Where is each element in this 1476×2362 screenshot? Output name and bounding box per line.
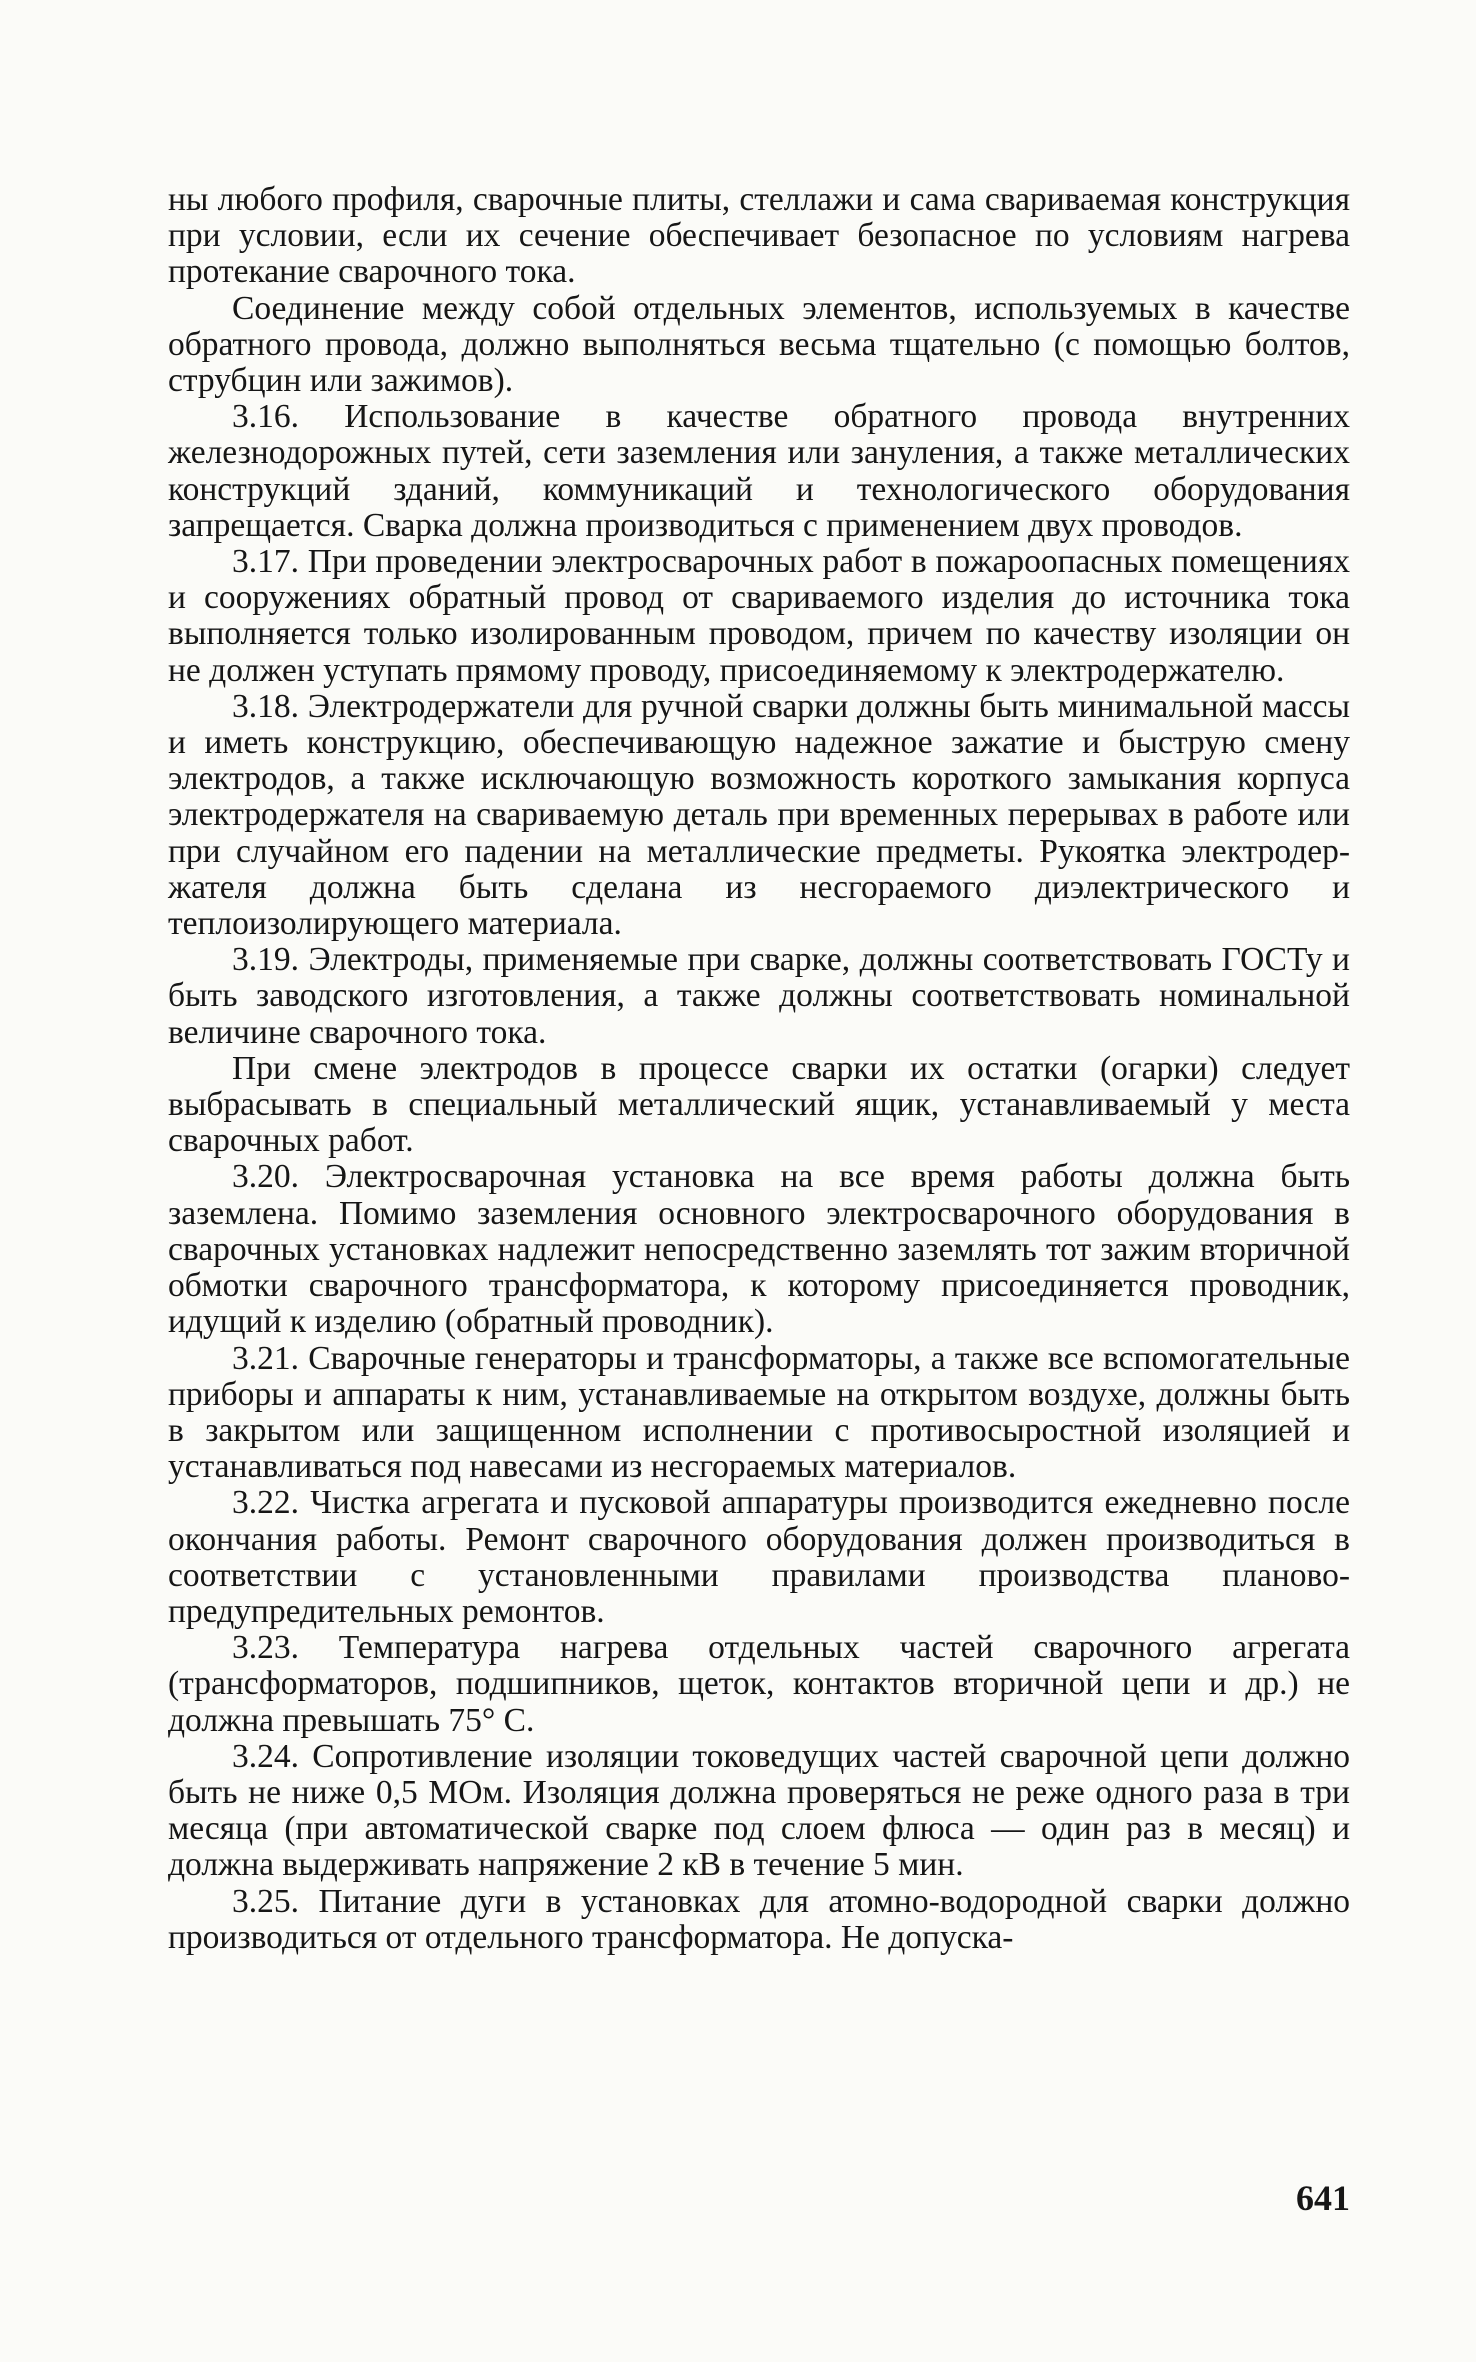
paragraph-3-16: 3.16. Использование в качестве обратного провода внутренних железнодорожных путей, сети заземления или зануления, а также металлических конструкций зданий, коммуникаций и технологического оборудования запрещается. Сварка должна производиться с применением двух проводов. xyxy=(168,398,1350,544)
paragraph-return-wire-connection: Соединение между собой отдельных элементов, используемых в качестве обратного провода, должно выполняться весьма тщательно (с помощью болтов, струбцин или зажимов). xyxy=(168,289,1350,400)
body-text xyxy=(168,182,1350,1956)
paragraph-3-18: 3.18. Электродержатели для ручной сварки должны быть минимальной массы и иметь конструкцию, обеспечивающую надежное зажатие и быструю смену электродов, а также исключающую возможность короткого замыкания корпуса электродержателя на свариваемую деталь при временных перерывах в работе или при случайном его падении на металлические предметы. Рукоятка электродержателя должна быть сделана из несгораемого диэлектрического и теплоизолирующего материала. xyxy=(168,687,1350,943)
paragraph-3-17: 3.17. При проведении электросварочных работ в пожароопасных помещениях и сооружениях обратный провод от свариваемого изделия до источника тока выполняется только изолированным проводом, причем по качеству изоляции он не должен уступать прямому проводу, присоединяемому к электродержателю. xyxy=(168,543,1350,689)
paragraph-3-25: 3.25. Питание дуги в установках для атомно-водородной сварки должно производиться от отдельного трансформатора. Не допуска- xyxy=(168,1882,1350,1956)
paragraph-continuation: ны любого профиля, сварочные плиты, стеллажи и сама свариваемая конструкция при условии, если их сечение обеспечивает безопасное по условиям нагрева протекание сварочного тока. xyxy=(168,181,1350,291)
page-number: 641 xyxy=(1296,2178,1350,2218)
paragraph-3-22: 3.22. Чистка агрегата и пусковой аппаратуры производится ежедневно после окончания работы. Ремонт сварочного оборудования должен производиться в соответствии с установленными правилами производства планово-предупредительных ремонтов. xyxy=(168,1484,1350,1630)
paragraph-3-20: 3.20. Электросварочная установка на все время работы должна быть заземлена. Помимо заземления основного электросварочного оборудования в сварочных установках надлежит непосредственно заземлять тот зажим вторичной обмотки сварочного трансформатора, к которому присоединяется проводник, идущий к изделию (обратный проводник). xyxy=(168,1158,1350,1341)
paragraph-electrode-stubs: При смене электродов в процессе сварки их остатки (огарки) следует выбрасывать в специальный металлический ящик, устанавливаемый у места сварочных работ. xyxy=(168,1049,1350,1160)
paragraph-3-23: 3.23. Температура нагрева отдельных частей сварочного агрегата (трансформаторов, подшипников, щеток, контактов вторичной цепи и др.) не должна превышать 75° С. xyxy=(168,1629,1350,1739)
paragraph-3-21: 3.21. Сварочные генераторы и трансформаторы, а также все вспомогательные приборы и аппараты к ним, устанавливаемые на открытом воздухе, должны быть в закрытом или защищенном исполнении с противосыростной изоляцией и устанавливаться под навесами из несгораемых материалов. xyxy=(168,1339,1350,1486)
paragraph-3-19: 3.19. Электроды, применяемые при сварке, должны соответствовать ГОСТу и быть заводского изготовления, а также должны соответствовать номинальной величине сварочного тока. xyxy=(168,941,1350,1051)
paragraph-3-24: 3.24. Сопротивление изоляции токоведущих частей сварочной цепи должно быть не ниже 0,5 МОм. Изоляция должна проверяться не реже одного раза в три месяца (при автоматической сварке под слоем флюса — один раз в месяц) и должна выдерживать напряжение 2 кВ в течение 5 мин. xyxy=(168,1737,1350,1884)
